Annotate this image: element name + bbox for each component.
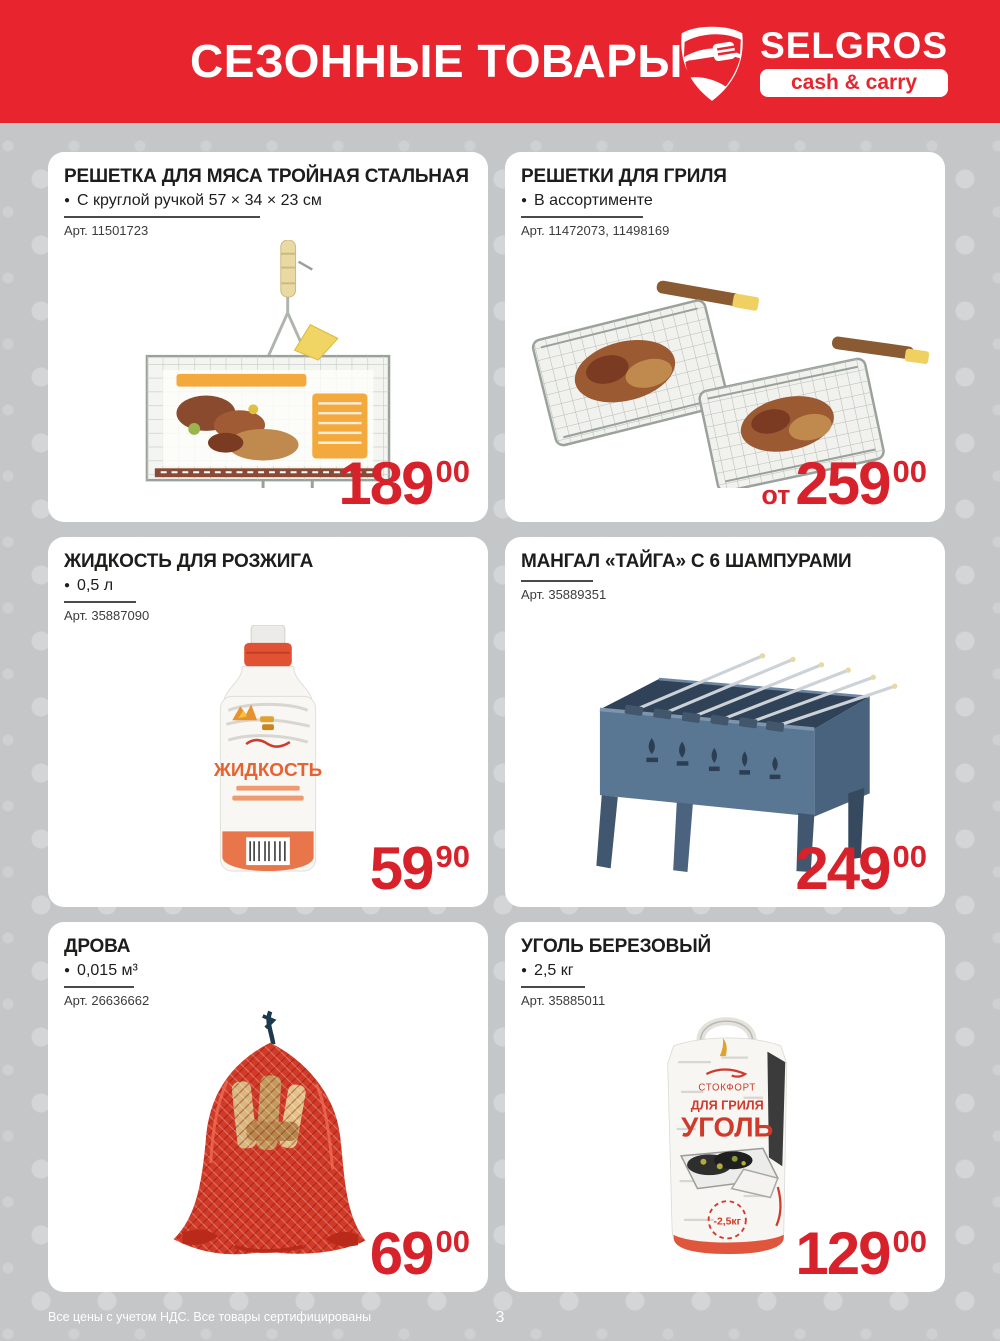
footer-note: Все цены с учетом НДС. Все товары сертифицированы	[48, 1310, 372, 1324]
product-article: Арт. 11472073, 11498169	[521, 223, 670, 238]
selgros-shield-icon	[676, 21, 748, 103]
product-title: УГОЛЬ БЕРЕЗОВЫЙ	[521, 936, 711, 957]
brazier-image	[525, 604, 925, 872]
divider	[64, 216, 260, 218]
price-dec: 00	[892, 1224, 927, 1259]
price-int: 59	[369, 835, 433, 902]
page-title: СЕЗОННЫЕ ТОВАРЫ	[190, 35, 683, 87]
price-dec: 00	[435, 1224, 470, 1259]
price-dec: 00	[435, 454, 470, 489]
product-feature: ● С круглой ручкой 57 × 34 × 23 см	[64, 192, 472, 210]
svg-text:ЖИДКОСТЬ: ЖИДКОСТЬ	[213, 758, 323, 780]
product-card-grill-grates	[505, 152, 945, 522]
product-price	[333, 449, 470, 518]
divider	[64, 986, 134, 988]
product-feature: ● 2,5 кг	[521, 962, 929, 980]
price-int: 249	[795, 835, 890, 902]
product-title: РЕШЕТКИ ДЛЯ ГРИЛЯ	[521, 166, 727, 187]
product-feature: ● 0,015 м³	[64, 962, 472, 980]
svg-text:ДЛЯ ГРИЛЯ: ДЛЯ ГРИЛЯ	[690, 1098, 764, 1113]
brand-tagline-box	[760, 69, 948, 97]
divider	[521, 216, 643, 218]
divider	[64, 601, 136, 603]
product-article: Арт. 35885011	[521, 993, 606, 1008]
price-dec: 90	[435, 839, 470, 874]
product-card-lighter-fluid	[48, 537, 488, 907]
product-article: Арт. 11501723	[64, 223, 149, 238]
header-bar	[0, 0, 1000, 123]
product-price	[790, 1219, 927, 1288]
product-card-firewood	[48, 922, 488, 1292]
svg-text:УГОЛЬ: УГОЛЬ	[681, 1111, 774, 1143]
products-grid	[48, 152, 945, 1292]
page-number: 3	[495, 1309, 505, 1326]
product-card-brazier	[505, 537, 945, 907]
product-price	[365, 834, 470, 903]
product-price	[790, 834, 927, 903]
brand-name: SELGROS	[760, 25, 948, 66]
product-price	[365, 1219, 470, 1288]
divider	[521, 580, 593, 582]
product-title: РЕШЕТКА ДЛЯ МЯСА ТРОЙНАЯ СТАЛЬНАЯ	[64, 166, 469, 187]
divider	[521, 986, 585, 988]
product-article: Арт. 35889351	[521, 587, 607, 602]
product-card-charcoal	[505, 922, 945, 1292]
product-card-meat-grate	[48, 152, 488, 522]
svg-text:СТОКФОРТ: СТОКФОРТ	[698, 1082, 757, 1094]
lighter-fluid-bottle-image	[188, 625, 348, 875]
product-feature: ● В ассортименте	[521, 192, 929, 210]
product-feature: ● 0,5 л	[64, 577, 472, 595]
price-int: 69	[369, 1220, 433, 1287]
price-dec: 00	[892, 454, 927, 489]
product-article: Арт. 26636662	[64, 993, 150, 1008]
product-title: ЖИДКОСТЬ ДЛЯ РОЗЖИГА	[64, 551, 314, 572]
svg-text:-2,5кг: -2,5кг	[713, 1216, 741, 1228]
price-int: 189	[338, 450, 433, 517]
product-title: МАНГАЛ «ТАЙГА» С 6 ШАМПУРАМИ	[521, 551, 852, 572]
product-article: Арт. 35887090	[64, 608, 150, 623]
brand-tagline: cash & carry	[790, 71, 918, 94]
product-price	[761, 449, 927, 518]
price-int: 129	[795, 1220, 890, 1287]
price-int: 259	[795, 450, 890, 517]
product-title: ДРОВА	[64, 936, 131, 957]
selgros-logo	[676, 21, 948, 103]
price-dec: 00	[892, 839, 927, 874]
price-prefix: от	[761, 480, 791, 510]
